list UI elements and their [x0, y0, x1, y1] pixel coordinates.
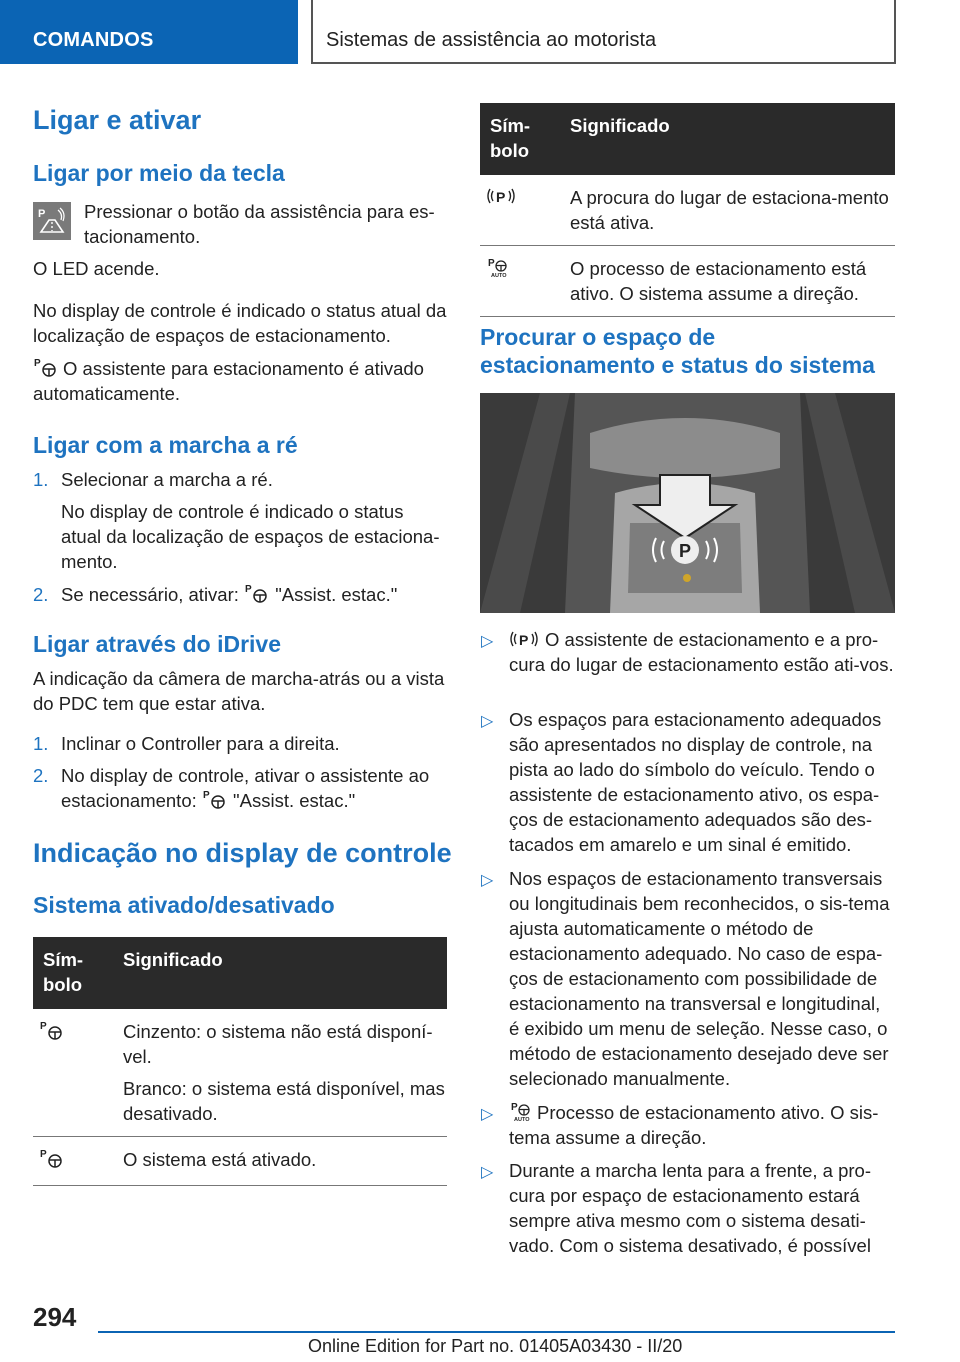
bullet-text: O assistente de estacionamento e a pro-cura do lugar de estacionamento estão ati-vos.	[509, 629, 894, 675]
heading-sistema: Sistema ativado/desativado	[33, 892, 335, 918]
symbol-table-right	[480, 103, 895, 317]
table-row	[33, 1137, 447, 1186]
header-chapter-box	[311, 0, 896, 64]
table-row	[33, 1009, 447, 1137]
parking-auto-icon	[509, 1100, 535, 1122]
step-text-before: Se necessário, ativar:	[61, 584, 239, 605]
table-header-symbol: Sím-bolo	[480, 103, 560, 175]
parking-steering-icon	[33, 356, 59, 378]
svg-text:P: P	[38, 208, 46, 220]
table-cell-symbol	[480, 175, 560, 246]
text-display-status: No display de controle é indicado o status atual da localização de espaços de estacionamento.	[33, 300, 447, 346]
parking-steering-icon	[244, 582, 270, 604]
heading-idrive: Ligar através do iDrive	[33, 631, 281, 657]
parking-display-figure	[480, 393, 895, 613]
bullet-text: Os espaços para estacionamento adequados são apresentados no display de controle, na pista ao lado do símbolo do veículo. Tendo o assistente de estacionamento ativo, os espa-ços de estacionamento adequados são des-tacados em amarelo e um sinal é emitido.	[509, 709, 882, 855]
table-cell-text: A procura do lugar de estaciona-mento está ativa.	[570, 187, 889, 233]
symbol-table-left	[33, 937, 447, 1186]
text-assistente-label: O assistente para estacionamento é ativado automaticamente.	[33, 358, 424, 404]
table-cell-meaning	[560, 175, 895, 246]
step-text: Inclinar o Controller para a direita.	[61, 733, 340, 754]
table-row	[480, 175, 895, 246]
bullet-marker: ▷	[481, 1106, 494, 1123]
text-led: O LED acende.	[33, 258, 160, 279]
table-cell-meaning	[113, 1137, 447, 1186]
parking-auto-icon	[486, 256, 512, 278]
text-pressionar: Pressionar o botão da assistência para es-tacionamento.	[84, 201, 435, 247]
bullet-marker: ▷	[481, 872, 494, 889]
step-text	[61, 763, 447, 813]
table-cell-text: Branco: o sistema está disponível, mas desativado.	[123, 1078, 445, 1124]
table-cell-text: O processo de estacionamento está ativo. O sistema assume a direção.	[570, 258, 867, 304]
step-number: 2.	[33, 584, 49, 605]
heading-marcha-re: Ligar com a marcha a ré	[33, 432, 298, 458]
table-cell-symbol	[33, 1009, 113, 1137]
heading-ligar-tecla: Ligar por meio da tecla	[33, 160, 285, 186]
step-text-before: No display de controle, ativar o assistente ao estacionamento:	[61, 765, 430, 811]
svg-text:P: P	[679, 541, 692, 561]
footer-edition: Online Edition for Part no. 01405A03430 - II/20	[308, 1336, 683, 1356]
header-section-tab	[0, 0, 298, 64]
text-assistente-ativado	[33, 356, 447, 406]
parking-waves-icon	[509, 628, 539, 650]
table-cell-symbol	[480, 246, 560, 317]
header-section-label: COMANDOS	[33, 29, 154, 51]
footer-rule	[98, 1331, 895, 1333]
table-cell-meaning	[560, 246, 895, 317]
bullet-text: Durante a marcha lenta para a frente, a pro-cura por espaço de estacionamento estará sempre ativa mesmo com o sistema desati-vado. Com o sistema desativado, é possível	[509, 1160, 871, 1256]
page-number: 294	[33, 1302, 77, 1332]
step-number: 1.	[33, 733, 49, 754]
table-header-meaning: Significado	[560, 103, 895, 175]
table-cell-text: Cinzento: o sistema não está disponí-vel.	[123, 1021, 433, 1067]
text-idrive: A indicação da câmera de marcha-atrás ou a vista do PDC tem que estar ativa.	[33, 668, 445, 714]
bullet-marker: ▷	[481, 713, 494, 730]
step-number: 1.	[33, 469, 49, 490]
table-cell-text: O sistema está ativado.	[123, 1149, 317, 1170]
bullet-text: Processo de estacionamento ativo. O sis-tema assume a direção.	[509, 1102, 879, 1148]
heading-ligar-ativar: Ligar e ativar	[33, 105, 202, 135]
step-number: 2.	[33, 765, 49, 786]
bullet-marker: ▷	[481, 633, 494, 650]
table-cell-meaning	[113, 1009, 447, 1137]
step-text-after: "Assist. estac."	[275, 584, 398, 605]
heading-procurar: Procurar o espaço de estacionamento e status do sistema	[480, 324, 875, 378]
step-text: Selecionar a marcha a ré.	[61, 469, 273, 490]
table-row	[480, 246, 895, 317]
heading-indicacao: Indicação no display de controle	[33, 838, 452, 868]
parking-steering-icon	[39, 1147, 65, 1169]
table-cell-symbol	[33, 1137, 113, 1186]
parking-waves-icon	[486, 185, 516, 207]
parking-assist-button-icon	[33, 202, 71, 240]
table-header-meaning: Significado	[113, 937, 447, 1009]
parking-steering-icon	[39, 1019, 65, 1041]
table-header-symbol: Sím-bolo	[33, 937, 113, 1009]
step-text	[61, 582, 447, 607]
bullet-marker: ▷	[481, 1164, 494, 1181]
step-text-detail: No display de controle é indicado o status atual da localização de espaços de estaciona-mento.	[61, 501, 440, 572]
parking-steering-icon	[202, 788, 228, 810]
step-text-after: "Assist. estac."	[233, 790, 356, 811]
bullet-text: Nos espaços de estacionamento transversais ou longitudinais bem reconhecidos, o sis-tema ajusta automaticamente o método de estacionamento adequado. No caso de espa-ços de estacionamento com possibilidade de estacionamento na transversal e longitudinal, é exibido um menu de seleção. Nesse caso, o método de estacionamento desejado deve ser selecionado manualmente.	[509, 868, 890, 1089]
header-chapter-label: Sistemas de assistência ao motorista	[326, 29, 657, 51]
